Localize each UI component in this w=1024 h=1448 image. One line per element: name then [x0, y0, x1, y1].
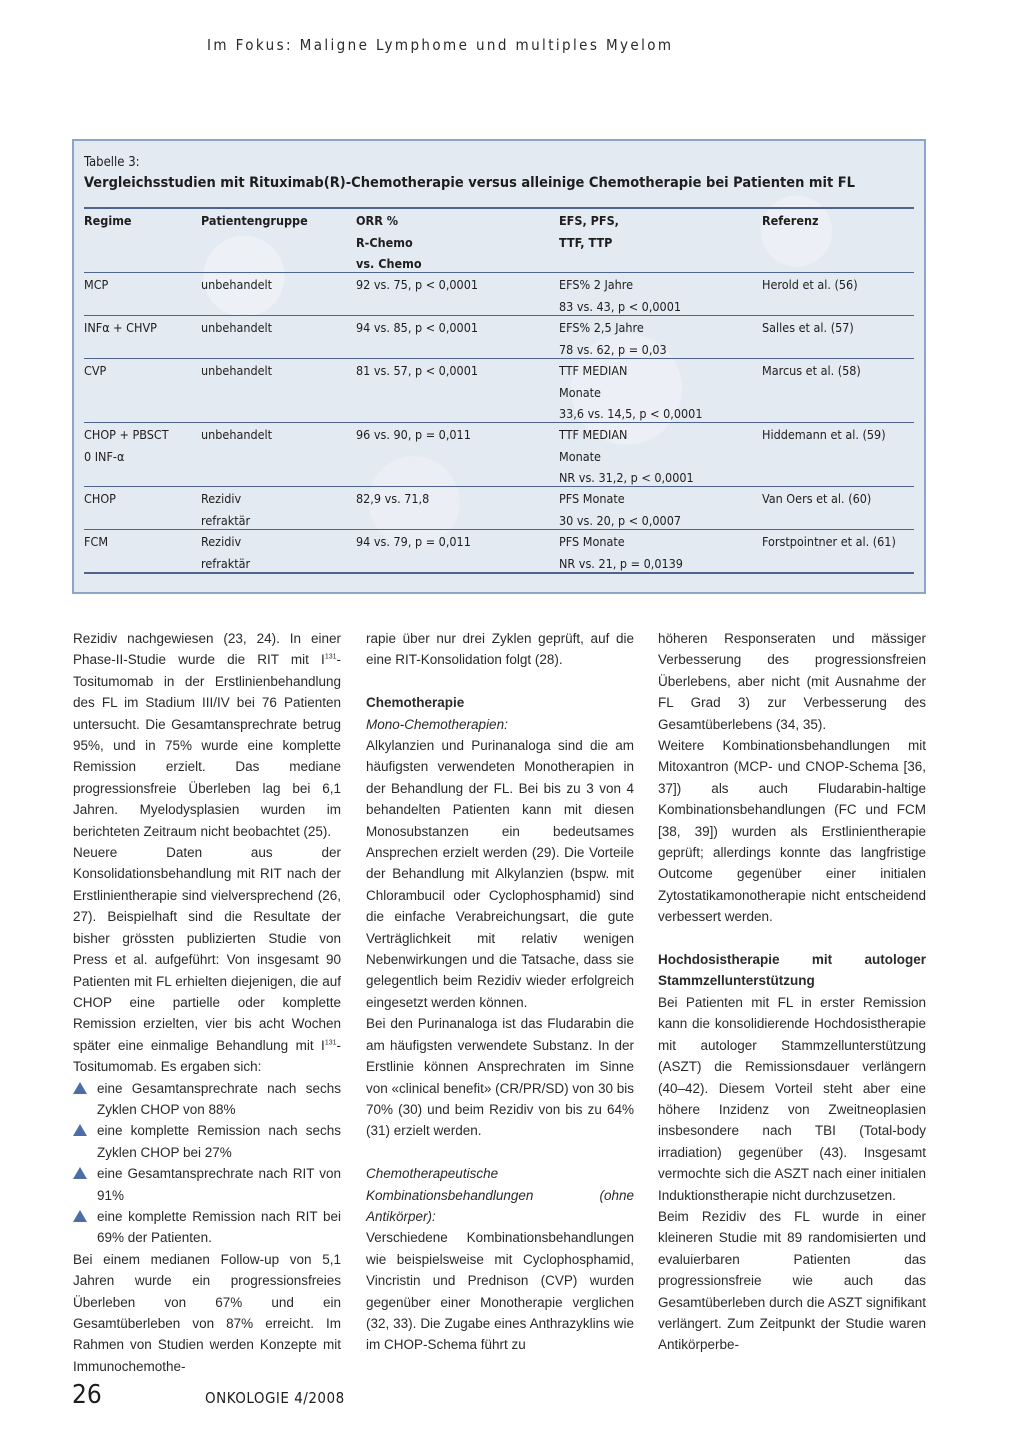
table-cell: unbehandelt	[201, 320, 273, 335]
list-item	[73, 1120, 341, 1163]
table-cell: Rezidiv refraktär	[201, 534, 251, 571]
table-cell: 94 vs. 85, p < 0,0001	[356, 320, 479, 335]
section-heading: Hochdosistherapie mit autologer Stammzellunterstützung	[658, 952, 926, 989]
text-column-2	[366, 628, 634, 1356]
text: -Tositumomab. Es ergaben sich:	[73, 1037, 341, 1075]
spacer	[366, 671, 634, 692]
table-cell: unbehandelt	[201, 277, 273, 292]
triangle-bullet-icon	[73, 1082, 87, 1094]
superscript: 131	[324, 653, 337, 661]
table-cell: Van Oers et al. (60)	[762, 491, 872, 506]
subsection-heading: Mono-Chemotherapien:	[366, 716, 508, 732]
table-cell: FCM	[84, 534, 109, 549]
table-cell: Herold et al. (56)	[762, 277, 858, 292]
triangle-bullet-icon	[73, 1210, 87, 1222]
table-cell: EFS% 2,5 Jahre 78 vs. 62, p = 0,03	[559, 320, 667, 357]
table-cell: 92 vs. 75, p < 0,0001	[356, 277, 479, 292]
paragraph: Bei Patienten mit FL in erster Remission kann die konsolidierende Hochdosistherapie mit autologer Stammzellunterstützung (ASZT) die Remissionsdauer verlängern (40–42). Diesem Vorteil steht aber eine höhere Inzidenz von Zweitneoplasien insbesondere nach TBI (Total-body irradiation) gegenüber (43). Insgesamt vermochte sich die ASZT nach einer initialen Induktionstherapie nicht durchzusetzen.	[658, 994, 926, 1203]
col-header-efs: EFS, PFS, TTF, TTP	[559, 213, 619, 250]
text-column-3	[658, 628, 926, 1356]
paragraph: höheren Responseraten und mässiger Verbesserung des progressionsfreien Überlebens, aber nicht (mit Ausnahme der FL Grad 3) zur Verbesserung des Gesamtüberlebens (34, 35).	[658, 631, 926, 732]
table-cell: Forstpointner et al. (61)	[762, 534, 896, 549]
comparison-table	[72, 139, 926, 594]
table-cell: 96 vs. 90, p = 0,011	[356, 427, 471, 442]
table-cell: TTF MEDIAN Monate NR vs. 31,2, p < 0,0001	[559, 427, 694, 485]
table-rule	[84, 272, 914, 273]
list-item	[73, 1206, 341, 1249]
text: -Tositumomab in der Erstlinienbehandlung des FL im Stadium III/IV bei 76 Patienten untersucht. Die Gesamtansprechrate betrug 95%, und in 75% wurde eine komplette Remission erzielt. Das mediane progressionsfreie Überleben lag bei 6,1 Jahren. Myelodysplasien wurden im berichteten Zeitraum nicht beobachtet (25).	[73, 652, 341, 839]
table-cell: unbehandelt	[201, 427, 273, 442]
table-cell: CHOP + PBSCT 0 INF-α	[84, 427, 169, 464]
paragraph: rapie über nur drei Zyklen geprüft, auf die eine RIT-Konsolidation folgt (28).	[366, 631, 634, 668]
table-rule	[84, 207, 914, 209]
list-item-text: eine komplette Remission nach RIT bei 69% der Patienten.	[97, 1208, 341, 1246]
table-label: Tabelle 3:	[84, 155, 140, 170]
table-cell: Marcus et al. (58)	[762, 363, 861, 378]
paragraph: Bei einem medianen Follow-up von 5,1 Jahren wurde ein progressionsfreies Überleben von 67% und ein Gesamtüberleben von 87% erreicht. Im Rahmen von Studien werden Konzepte mit Immunochemothe-	[73, 1251, 341, 1374]
subsection-heading: Chemotherapeutische Kombinationsbehandlungen (ohne Antikörper):	[366, 1166, 634, 1224]
triangle-bullet-icon	[73, 1167, 87, 1179]
text-column-1	[73, 628, 341, 1377]
superscript: 131	[324, 1039, 337, 1047]
list-item-text: eine Gesamtansprechrate nach RIT von 91%	[97, 1166, 341, 1203]
running-head: Im Fokus: Maligne Lymphome und multiples Myelom	[207, 36, 674, 54]
list-item-text: eine komplette Remission nach sechs Zyklen CHOP bei 27%	[97, 1123, 341, 1160]
table-cell: 94 vs. 79, p = 0,011	[356, 534, 471, 549]
table-cell: PFS Monate NR vs. 21, p = 0,0139	[559, 534, 683, 571]
section-heading: Chemotherapie	[366, 695, 465, 711]
table-cell: MCP	[84, 277, 109, 292]
paragraph: Beim Rezidiv des FL wurde in einer kleineren Studie mit 89 randomisierten und evaluierbaren Patienten das progressionsfreie wie auch das Gesamtüberleben durch die ASZT signifikant verlängert. Zum Zeitpunkt der Studie waren Antikörperbe-	[658, 1208, 926, 1353]
list-item	[73, 1163, 341, 1206]
list-item-text: eine Gesamtansprechrate nach sechs Zyklen CHOP von 88%	[97, 1080, 341, 1117]
bullet-list	[73, 1078, 341, 1249]
text: Rezidiv nachgewiesen (23, 24). In einer Phase-II-Studie wurde die RIT mit I	[73, 631, 341, 668]
col-header-regime: Regime	[84, 213, 132, 228]
paragraph: Weitere Kombinationsbehandlungen mit Mitoxantron (MCP- und CNOP-Schema [36, 37]) als auch Fludarabin-haltige Kombinationsbehandlungen (FC und FCM [38, 39]) wurden als Erstlinientherapie geprüft; allerdings konnte das langfristige Outcome gegenüber einer initialen Zytostatikamonotherapie nicht entscheidend verbessert werden.	[658, 738, 926, 925]
col-header-reference: Referenz	[762, 213, 819, 228]
spacer	[366, 1142, 634, 1163]
table-cell: TTF MEDIAN Monate 33,6 vs. 14,5, p < 0,0001	[559, 363, 703, 421]
paragraph	[73, 628, 341, 842]
triangle-bullet-icon	[73, 1124, 87, 1136]
paragraph	[73, 842, 341, 1077]
table-cell: unbehandelt	[201, 363, 273, 378]
page-number: 26	[72, 1380, 102, 1410]
table-rule	[84, 422, 914, 423]
spacer	[658, 928, 926, 949]
paragraph: Alkylanzien und Purinanaloga sind die am häufigsten verwendeten Monotherapien in der Behandlung der FL. Bei bis zu 3 von 4 behandelten Patienten kann mit diesen Monosubstanzen ein bedeutsames Ansprechen erzielt werden (29). Die Vorteile der Behandlung mit Alkylanzien (bspw. mit Chlorambucil oder Cyclophosphamid) sind die einfache Verabreichungsart, die gute Verträglichkeit mit relativ wenigen Nebenwirkungen und die Tatsache, dass sie gelegentlich beim Rezidiv wieder erfolgreich eingesetzt werden können.	[366, 738, 634, 1010]
table-cell: INFα + CHVP	[84, 320, 157, 335]
list-item	[73, 1078, 341, 1121]
paragraph: Verschiedene Kombinationsbehandlungen wie beispielsweise mit Cyclophosphamid, Vincristin und Prednison (CVP) wurden gegenüber einer Monotherapie verglichen (32, 33). Die Zugabe eines Anthrazyklins wie im CHOP-Schema führt zu	[366, 1230, 634, 1353]
table-rule	[84, 315, 914, 316]
table-cell: 81 vs. 57, p < 0,0001	[356, 363, 479, 378]
text: Neuere Daten aus der Konsolidationsbehandlung mit RIT nach der Erstlinientherapie sind vielversprechend (26, 27). Beispielhaft sind die Resultate der bisher grössten publizierten Studie von Press et al. aufgeführt: Von insgesamt 90 Patienten mit FL erhielten diejenigen, die auf CHOP eine partielle oder komplette Remission erzielten, vier bis acht Wochen später eine einmalige Behandlung mit I	[73, 845, 341, 1053]
table-cell: EFS% 2 Jahre 83 vs. 43, p < 0,0001	[559, 277, 682, 314]
table-cell: Hiddemann et al. (59)	[762, 427, 886, 442]
table-cell: CHOP	[84, 491, 116, 506]
table-cell: Salles et al. (57)	[762, 320, 854, 335]
journal-issue: ONKOLOGIE 4/2008	[205, 1389, 345, 1407]
table-cell: PFS Monate 30 vs. 20, p < 0,0007	[559, 491, 682, 528]
table-rule	[84, 486, 914, 487]
paragraph: Bei den Purinanaloga ist das Fludarabin die am häufigsten verwendete Substanz. In der Erstlinie können Ansprechraten im Sinne von «clinical benefit» (CR/PR/SD) von 30 bis 70% (30) und beim Rezidiv von bis zu 64% (31) erzielt werden.	[366, 1016, 634, 1139]
table-cell: Rezidiv refraktär	[201, 491, 251, 528]
col-header-patient-group: Patientengruppe	[201, 213, 308, 228]
table-cell: 82,9 vs. 71,8	[356, 491, 430, 506]
table-title: Vergleichsstudien mit Rituximab(R)-Chemotherapie versus alleinige Chemotherapie bei Patienten mit FL	[84, 175, 855, 191]
table-cell: CVP	[84, 363, 107, 378]
table-rule	[84, 358, 914, 359]
col-header-orr: ORR % R-Chemo vs. Chemo	[356, 213, 422, 271]
